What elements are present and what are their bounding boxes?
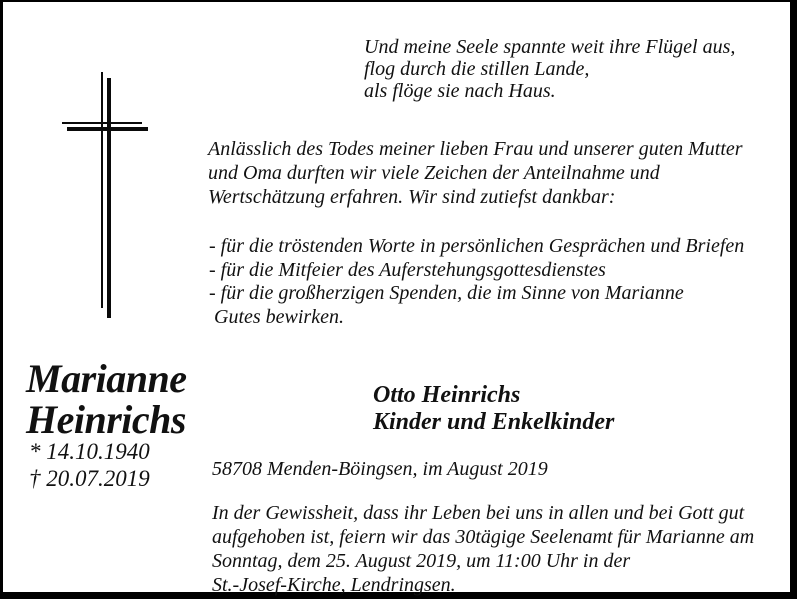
cross-horizontal-thin-line — [62, 122, 142, 124]
deceased-name — [26, 358, 187, 440]
cross-icon — [62, 70, 152, 320]
thanks-list-item: - für die großherzigen Spenden, die im Sinne von Marianne — [209, 282, 684, 304]
thanks-list — [209, 235, 744, 329]
deceased-first-name: Marianne — [26, 356, 187, 401]
mourner-relatives: Kinder und Enkelkinder — [373, 409, 615, 435]
death-date: † 20.07.2019 — [29, 466, 150, 491]
acknowledgement-line: und Oma durften wir viele Zeichen der Anteilnahme und — [208, 162, 660, 184]
mourner-name: Otto Heinrichs — [373, 382, 521, 408]
poem-line: flog durch die stillen Lande, — [364, 58, 590, 80]
poem-verse — [364, 36, 735, 102]
cross-horizontal-thick-line — [67, 127, 148, 131]
thanks-list-item: - für die Mitfeier des Auferstehungsgottesdienstes — [209, 258, 606, 281]
memorial-service-paragraph — [212, 501, 754, 597]
memorial-service-line: In der Gewissheit, dass ihr Leben bei uns in allen und bei Gott gut — [212, 502, 745, 524]
poem-line: Und meine Seele spannte weit ihre Flügel aus, — [364, 36, 736, 58]
cross-vertical-thin-line — [101, 72, 103, 308]
memorial-service-line: aufgehoben ist, feiern wir das 30tägige Seelenamt für Marianne am — [212, 526, 755, 548]
thanks-list-item: - für die tröstenden Worte in persönlichen Gesprächen und Briefen — [209, 235, 745, 257]
deceased-last-name: Heinrichs — [26, 397, 186, 442]
memorial-service-line: St.-Josef-Kirche, Lendringsen. — [212, 574, 456, 596]
thanks-list-item-continuation: Gutes bewirken. — [214, 305, 344, 328]
memorial-service-line: Sonntag, dem 25. August 2019, um 11:00 Uhr in der — [212, 550, 631, 572]
place-date-line: 58708 Menden-Böingsen, im August 2019 — [212, 458, 548, 480]
life-dates — [29, 438, 150, 492]
acknowledgement-line: Anlässlich des Todes meiner lieben Frau und unserer guten Mutter — [208, 138, 743, 160]
acknowledgement-line: Wertschätzung erfahren. Wir sind zutiefst dankbar: — [208, 186, 616, 208]
cross-vertical-thick-line — [107, 78, 111, 318]
poem-line: als flöge sie nach Haus. — [364, 80, 556, 102]
mourners-signature — [373, 382, 614, 436]
acknowledgement-paragraph — [208, 137, 743, 209]
birth-date: * 14.10.1940 — [29, 439, 150, 464]
